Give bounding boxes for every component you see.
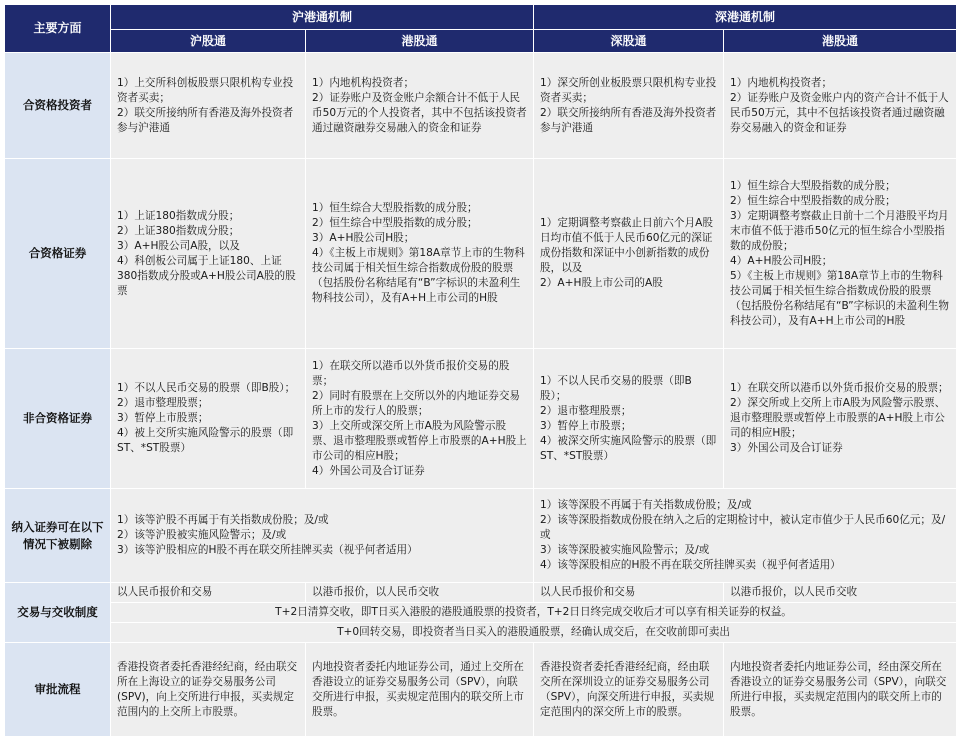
row-trading-settlement-3: [5, 623, 957, 643]
cell-approval-sh-north: 香港投资者委托香港经纪商，经由联交所在上海设立的证券交易服务公司(SPV)，向上交所进行申报，买卖规定范围内的上交所上市股票。: [111, 643, 306, 737]
cell-investors-sz-south: 1）内地机构投资者； 2）证券账户及资金账户内的资产合计不低于人民币50万元，其中不包括该投资者通过融资融券交易融入的资金和证券: [724, 53, 957, 159]
sz-northbound-header: 深股通: [534, 30, 724, 53]
sz-connect-header: 深港通机制: [534, 5, 957, 30]
cell-securities-sz-south: 1）恒生综合大型股指数的成分股； 2）恒生综合中型股指数的成分股； 3）定期调整考察截止日前十二个月港股平均月末市值不低于港币50亿元的恒生综合小型股指数的成份股； 4）A+H股公司H股； 5）《主板上市规则》第18A章节上市的生物科技公司属于相关恒生综合指数成份股的股票（包括股份名称结尾有“B”字标识的未盈利生物科技公司），及有A+H上市公司的H股: [724, 159, 957, 349]
cell-removal-sz: 1）该等深股不再属于有关指数成份股；及/或 2）该等深股指数成份股在纳入之后的定期检讨中，被认定市值少于人民币60亿元；及/或 3）该等深股被实施风险警示；及/或 4）该等深股相应的H股不再在联交所挂牌买卖（视乎何者适用）: [534, 489, 957, 583]
cell-investors-sz-north: 1）深交所创业板股票只限机构专业投资者买卖； 2）联交所接纳所有香港及海外投资者参与沪港通: [534, 53, 724, 159]
cell-non-eligible-sh-north: 1）不以人民币交易的股票（即B股）； 2）退市整理股票； 3）暂停上市股票； 4）被上交所实施风险警示的股票（即ST、*ST股票）: [111, 349, 306, 489]
cell-securities-sh-south: 1）恒生综合大型股指数的成分股； 2）恒生综合中型股指数的成分股； 3）A+H股公司H股； 4）《主板上市规则》第18A章节上市的生物科技公司属于相关恒生综合指数成份股的股票（包括股份名称结尾有“B”字标识的未盈利生物科技公司），及有A+H上市公司的H股: [306, 159, 534, 349]
row-label-trading-settlement: 交易与交收制度: [5, 583, 111, 643]
cell-non-eligible-sh-south: 1）在联交所以港币以外货币报价交易的股票； 2）同时有股票在上交所以外的内地证券交易所上市的发行人的股票； 3）上交所或深交所上市A股为风险警示股票、退市整理股票或暂停上市股票的A+H股上市公司的相应H股； 4）外国公司及合订证券: [306, 349, 534, 489]
sh-northbound-header: 沪股通: [111, 30, 306, 53]
row-label-non-eligible-securities: 非合资格证券: [5, 349, 111, 489]
cell-removal-sh: 1）该等沪股不再属于有关指数成份股；及/或 2）该等沪股被实施风险警示；及/或 3）该等沪股相应的H股不再在联交所挂牌买卖（视乎何者适用）: [111, 489, 534, 583]
sh-connect-header: 沪港通机制: [111, 5, 534, 30]
cell-approval-sz-south: 内地投资者委托内地证券公司，经由深交所在香港设立的证券交易服务公司（SPV），向联交所进行申报，买卖规定范围内的联交所上市的股票。: [724, 643, 957, 737]
sh-southbound-header: 港股通: [306, 30, 534, 53]
cell-trading-settlement-t2: T+2日清算交收，即T日买入港股的港股通股票的投资者，T+2日日终完成交收后才可以享有相关证券的权益。: [111, 603, 957, 623]
row-label-removal-conditions: 纳入证券可在以下情况下被剔除: [5, 489, 111, 583]
row-eligible-investors: [5, 53, 957, 159]
cell-trading-sz-north: 以人民币报价和交易: [534, 583, 724, 603]
aspect-header: 主要方面: [5, 5, 111, 53]
row-label-approval-process: 审批流程: [5, 643, 111, 737]
header-row-2: [5, 30, 957, 53]
cell-investors-sh-south: 1）内地机构投资者； 2）证券账户及资金账户余额合计不低于人民币50万元的个人投资者，其中不包括该投资者通过融资融券交易融入的资金和证券: [306, 53, 534, 159]
row-label-eligible-investors: 合资格投资者: [5, 53, 111, 159]
cell-non-eligible-sz-north: 1）不以人民币交易的股票（即B股）； 2）退市整理股票； 3）暂停上市股票； 4）被深交所实施风险警示的股票（即ST、*ST股票）: [534, 349, 724, 489]
row-trading-settlement-2: [5, 603, 957, 623]
row-approval-process: [5, 643, 957, 737]
sz-southbound-header: 港股通: [724, 30, 957, 53]
row-removal-conditions: [5, 489, 957, 583]
connect-comparison-table: [4, 4, 957, 737]
row-label-eligible-securities: 合资格证券: [5, 159, 111, 349]
cell-non-eligible-sz-south: 1）在联交所以港币以外货币报价交易的股票； 2）深交所或上交所上市A股为风险警示股票、退市整理股票或暂停上市股票的A+H股上市公司的相应H股； 3）外国公司及合订证券: [724, 349, 957, 489]
cell-investors-sh-north: 1）上交所科创板股票只限机构专业投资者买卖； 2）联交所接纳所有香港及海外投资者参与沪港通: [111, 53, 306, 159]
cell-approval-sz-north: 香港投资者委托香港经纪商，经由联交所在深圳设立的证券交易服务公司（SPV），向深交所进行申报，买卖规定范围内的深交所上市的股票。: [534, 643, 724, 737]
cell-approval-sh-south: 内地投资者委托内地证券公司，通过上交所在香港设立的证券交易服务公司（SPV），向联交所进行申报，买卖规定范围内的联交所上市股票。: [306, 643, 534, 737]
cell-securities-sh-north: 1）上证180指数成分股； 2）上证380指数成分股； 3）A+H股公司A股，以及 4）科创板公司属于上证180、上证380指数成分股或A+H股公司A股的股票: [111, 159, 306, 349]
cell-trading-sz-south: 以港币报价，以人民币交收: [724, 583, 957, 603]
cell-trading-settlement-t0: T+0回转交易，即投资者当日买入的港股通股票，经确认成交后，在交收前即可卖出: [111, 623, 957, 643]
cell-securities-sz-north: 1）定期调整考察截止日前六个月A股日均市值不低于人民币60亿元的深证成份指数和深证中小创新指数的成份股，以及 2）A+H股上市公司的A股: [534, 159, 724, 349]
cell-trading-sh-south: 以港币报价，以人民币交收: [306, 583, 534, 603]
row-eligible-securities: [5, 159, 957, 349]
cell-trading-sh-north: 以人民币报价和交易: [111, 583, 306, 603]
row-non-eligible-securities: [5, 349, 957, 489]
header-row-1: [5, 5, 957, 30]
row-trading-settlement-1: [5, 583, 957, 603]
